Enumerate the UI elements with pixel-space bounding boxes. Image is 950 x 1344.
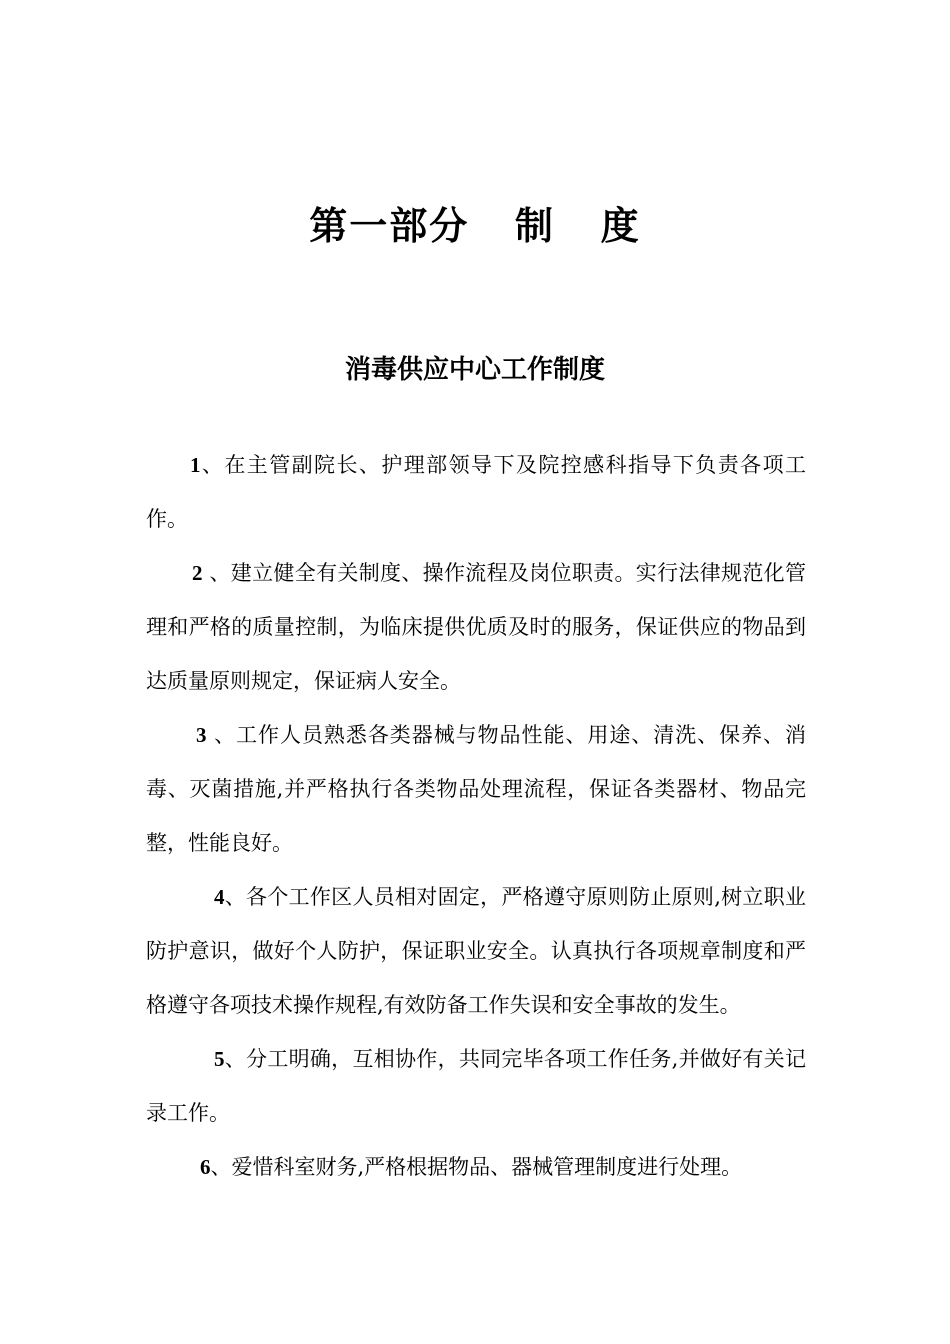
document-body (146, 438, 806, 1194)
paragraph-1 (146, 438, 806, 546)
paragraph-text: 、爱惜科室财务,严格根据物品、器械管理制度进行处理。 (210, 1155, 743, 1179)
document-title: 消毒供应中心工作制度 (344, 355, 605, 385)
paragraph-5 (146, 1032, 806, 1140)
paragraph-text: 、分工明确，互相协作，共同完毕各项工作任务,并做好有关记录工作。 (146, 1047, 806, 1125)
paragraph-number: 2 (192, 561, 203, 585)
paragraph-6 (146, 1140, 806, 1194)
paragraph-3 (146, 708, 806, 870)
paragraph-number: 3 (196, 723, 207, 747)
paragraph-4 (146, 870, 806, 1032)
paragraph-text: 、建立健全有关制度、操作流程及岗位职责。实行法律规范化管理和严格的质量控制，为临床提供优质及时的服务，保证供应的物品到达质量原则规定，保证病人安全。 (146, 561, 806, 693)
paragraph-text: 、在主管副院长、护理部领导下及院控感科指导下负责各项工作。 (146, 453, 806, 531)
paragraph-2 (146, 546, 806, 708)
paragraph-number: 1 (190, 453, 201, 477)
paragraph-number: 5 (214, 1047, 225, 1071)
paragraph-number: 6 (200, 1155, 211, 1179)
paragraph-number: 4 (214, 885, 225, 909)
paragraph-text: 、工作人员熟悉各类器械与物品性能、用途、清洗、保养、消毒、灭菌措施,并严格执行各类物品处理流程，保证各类器材、物品完整，性能良好。 (146, 723, 806, 855)
paragraph-text: 、各个工作区人员相对固定，严格遵守原则防止原则,树立职业防护意识，做好个人防护，保证职业安全。认真执行各项规章制度和严格遵守各项技术操作规程,有效防备工作失误和安全事故的发生。 (146, 885, 806, 1017)
part-title: 第一部分 制 度 (309, 204, 641, 248)
